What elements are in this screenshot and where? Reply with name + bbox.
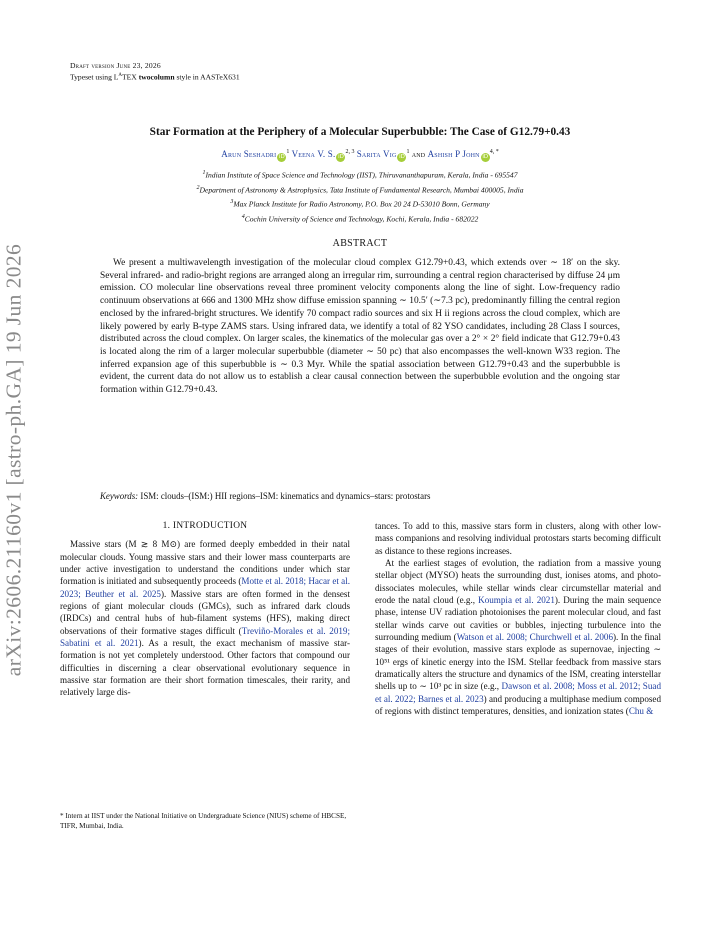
citation-link[interactable]: Motte et al. 2018; Hacar et al. 2023; Beuther et al. 2025 xyxy=(60,576,350,599)
paragraph: Massive stars (M ≳ 8 M⊙) are formed deeply embedded in their natal molecular clouds. Young massive stars and their lower mass counterparts are under active investigation to understand the conditions under which star formation is initiated and subsequently proceeds (Motte et al. 2018; Hacar et al. 2023; Beuther et al. 2025). Massive stars are often formed in the densest regions of giant molecular clouds (GMCs), such as infrared dark clouds (IRDCs) and central hubs of hub-filament systems (HFS), making direct observations of their formative stages difficult (Treviño-Morales et al. 2019; Sabatini et al. 2021). As a result, the exact mechanism of massive star-formation is not yet completely understood. Other factors that compound our difficulties in discerning a clear observational evolutionary sequence in massive star formation are their short formation timescales, their rarity, and relatively large dis- xyxy=(60,539,350,698)
right-column xyxy=(375,520,661,718)
affiliation: $^2$Department of Astronomy & Astrophysics, Tata Institute of Fundamental Research, Mumbai 400005, India xyxy=(196,184,524,195)
left-column xyxy=(60,520,350,699)
arxiv-stamp[interactable]: arXiv:2606.21160v1 [astro-ph.GA] 19 Jun 2026 xyxy=(1,243,26,677)
author-connector: and xyxy=(411,149,426,159)
abstract-heading: ABSTRACT xyxy=(332,238,388,249)
draft-label: Draft version June 23, 2026 xyxy=(70,61,161,70)
paragraph: At the earliest stages of evolution, the radiation from a massive young stellar object (MYSO) heats the surrounding dust, ionises atoms, and photo-dissociates molecules, while stellar winds clear circumstellar material and erode the natal cloud (e.g., Koumpia et al. 2021). During the main sequence phase, intense UV radiation photoionises the parent molecular cloud, and fast stellar winds carve out cavities or bubbles, injecting turbulence into the surrounding medium (Watson et al. 2008; Churchwell et al. 2006). In the final stages of their evolution, massive stars explode as supernovae, injecting ∼ 10⁵¹ ergs of kinetic energy into the ISM. Stellar feedback from massive stars dramatically alters the structure and dynamics of the ISM, creating interstellar shells up to ∼ 10³ pc in size (e.g., Dawson et al. 2008; Moss et al. 2012; Suad et al. 2022; Barnes et al. 2023) and producing a multiphase medium composed of regions with distinct temperatures, densities, and ionization states (Chu & xyxy=(375,558,661,717)
citation-link[interactable]: Watson et al. 2008; Churchwell et al. 2006 xyxy=(456,632,613,643)
typeset-prefix: Typeset using L xyxy=(70,72,119,82)
latex-tex: TEX xyxy=(122,72,137,82)
affiliations xyxy=(60,167,660,225)
keywords xyxy=(100,491,620,501)
latex-a: A xyxy=(118,73,123,78)
orcid-icon[interactable]: iD xyxy=(278,154,285,160)
affiliation: $^4$Cochin University of Science and Technology, Kochi, Kerala, India - 682022 xyxy=(241,213,479,224)
citation-link[interactable]: Chu & xyxy=(628,706,654,717)
keywords-label: Keywords: xyxy=(100,491,139,501)
typeset-suffix: style in AASTeX631 xyxy=(176,72,240,82)
affiliation: $^1$Indian Institute of Space Science and Technology (IIST), Thiruvananthapuram, Kerala, India - 695547 xyxy=(202,170,518,180)
keywords-text: ISM: clouds–(ISM:) HII regions–ISM: kinematics and dynamics–stars: protostars xyxy=(140,491,431,501)
citation-link[interactable]: Dawson et al. 2008; Moss et al. 2012; Suad et al. 2022; Barnes et al. 2023 xyxy=(375,681,661,704)
author-sup: 2, 3 xyxy=(345,149,355,155)
abstract-text: We present a multiwavelength investigation of the molecular cloud complex G12.79+0.43, which extends over ∼ 18′ on the sky. Several infrared- and radio-bright regions are arranged along an irregular rim, surrounding a central region characterised by diffuse 24 μm emission. CO molecular line observations reveal three prominent velocity components along the line of sight. Low-frequency radio continuum observations at 666 and 1300 MHz show diffuse emission spanning ∼ 10.5′ (∼7.3 pc), predominantly filling the central region enclosed by the infrared-bright structures. We identify 70 compact radio sources and six H ii regions across the cloud complex, which are likely powered by early B-type ZAMS stars. Using infrared data, we identify a total of 82 YSO candidates, including 28 Class I sources, distributed across the cloud complex. On larger scales, the kinematics of the molecular gas over a 2° × 2° field indicate that G12.79+0.43 is located along the rim of a larger molecular superbubble (diameter ∼ 50 pc) that also encompasses the well-known W33 region. The inferred expansion age of this superbubble is ∼ 0.3 Myr. While the spatial association between G12.79+0.43 and the superbubble is evident, the current data do not allow us to establish a clear causal connection between the superbubble evolution and the ongoing star formation within G12.79+0.43. xyxy=(100,258,620,396)
author-sup: 1 xyxy=(406,149,410,155)
paper-title: Star Formation at the Periphery of a Molecular Superbubble: The Case of G12.79+0.43 xyxy=(149,126,571,138)
author-name[interactable]: Sarita Vig xyxy=(356,149,397,159)
paragraph: tances. To add to this, massive stars form in clusters, along with other low-mass companions and resolving individual protostars starts becoming difficult as distance to these regions increases. xyxy=(375,521,661,556)
author-name[interactable]: Ashish P John xyxy=(427,149,480,159)
author-list xyxy=(60,149,660,162)
citation-link[interactable]: Koumpia et al. 2021 xyxy=(478,595,555,606)
author-name[interactable]: Veena V. S. xyxy=(291,149,336,159)
citation-link[interactable]: Treviño-Morales et al. 2019; Sabatini et al. 2021 xyxy=(60,625,350,649)
author-sup: 4, * xyxy=(489,149,499,155)
orcid-icon[interactable]: iD xyxy=(338,154,344,160)
author-sup: 1 xyxy=(286,149,290,155)
footnote: * Intern at IIST under the National Initiative on Undergraduate Science (NIUS) scheme of HBCSE, TIFR, Mumbai, India. xyxy=(60,812,347,830)
section-heading: 1. INTRODUCTION xyxy=(162,521,248,531)
orcid-icon[interactable]: iD xyxy=(482,154,489,160)
draft-line xyxy=(70,61,161,71)
orcid-icon[interactable]: iD xyxy=(399,154,405,160)
author-name[interactable]: Arun Seshadri xyxy=(221,149,277,159)
affiliation: $^3$Max Planck Institute for Radio Astronomy, P.O. Box 20 24 D-53010 Bonn, Germany xyxy=(230,199,490,209)
typeset-style: twocolumn xyxy=(138,72,175,82)
typeset-line xyxy=(70,71,240,83)
